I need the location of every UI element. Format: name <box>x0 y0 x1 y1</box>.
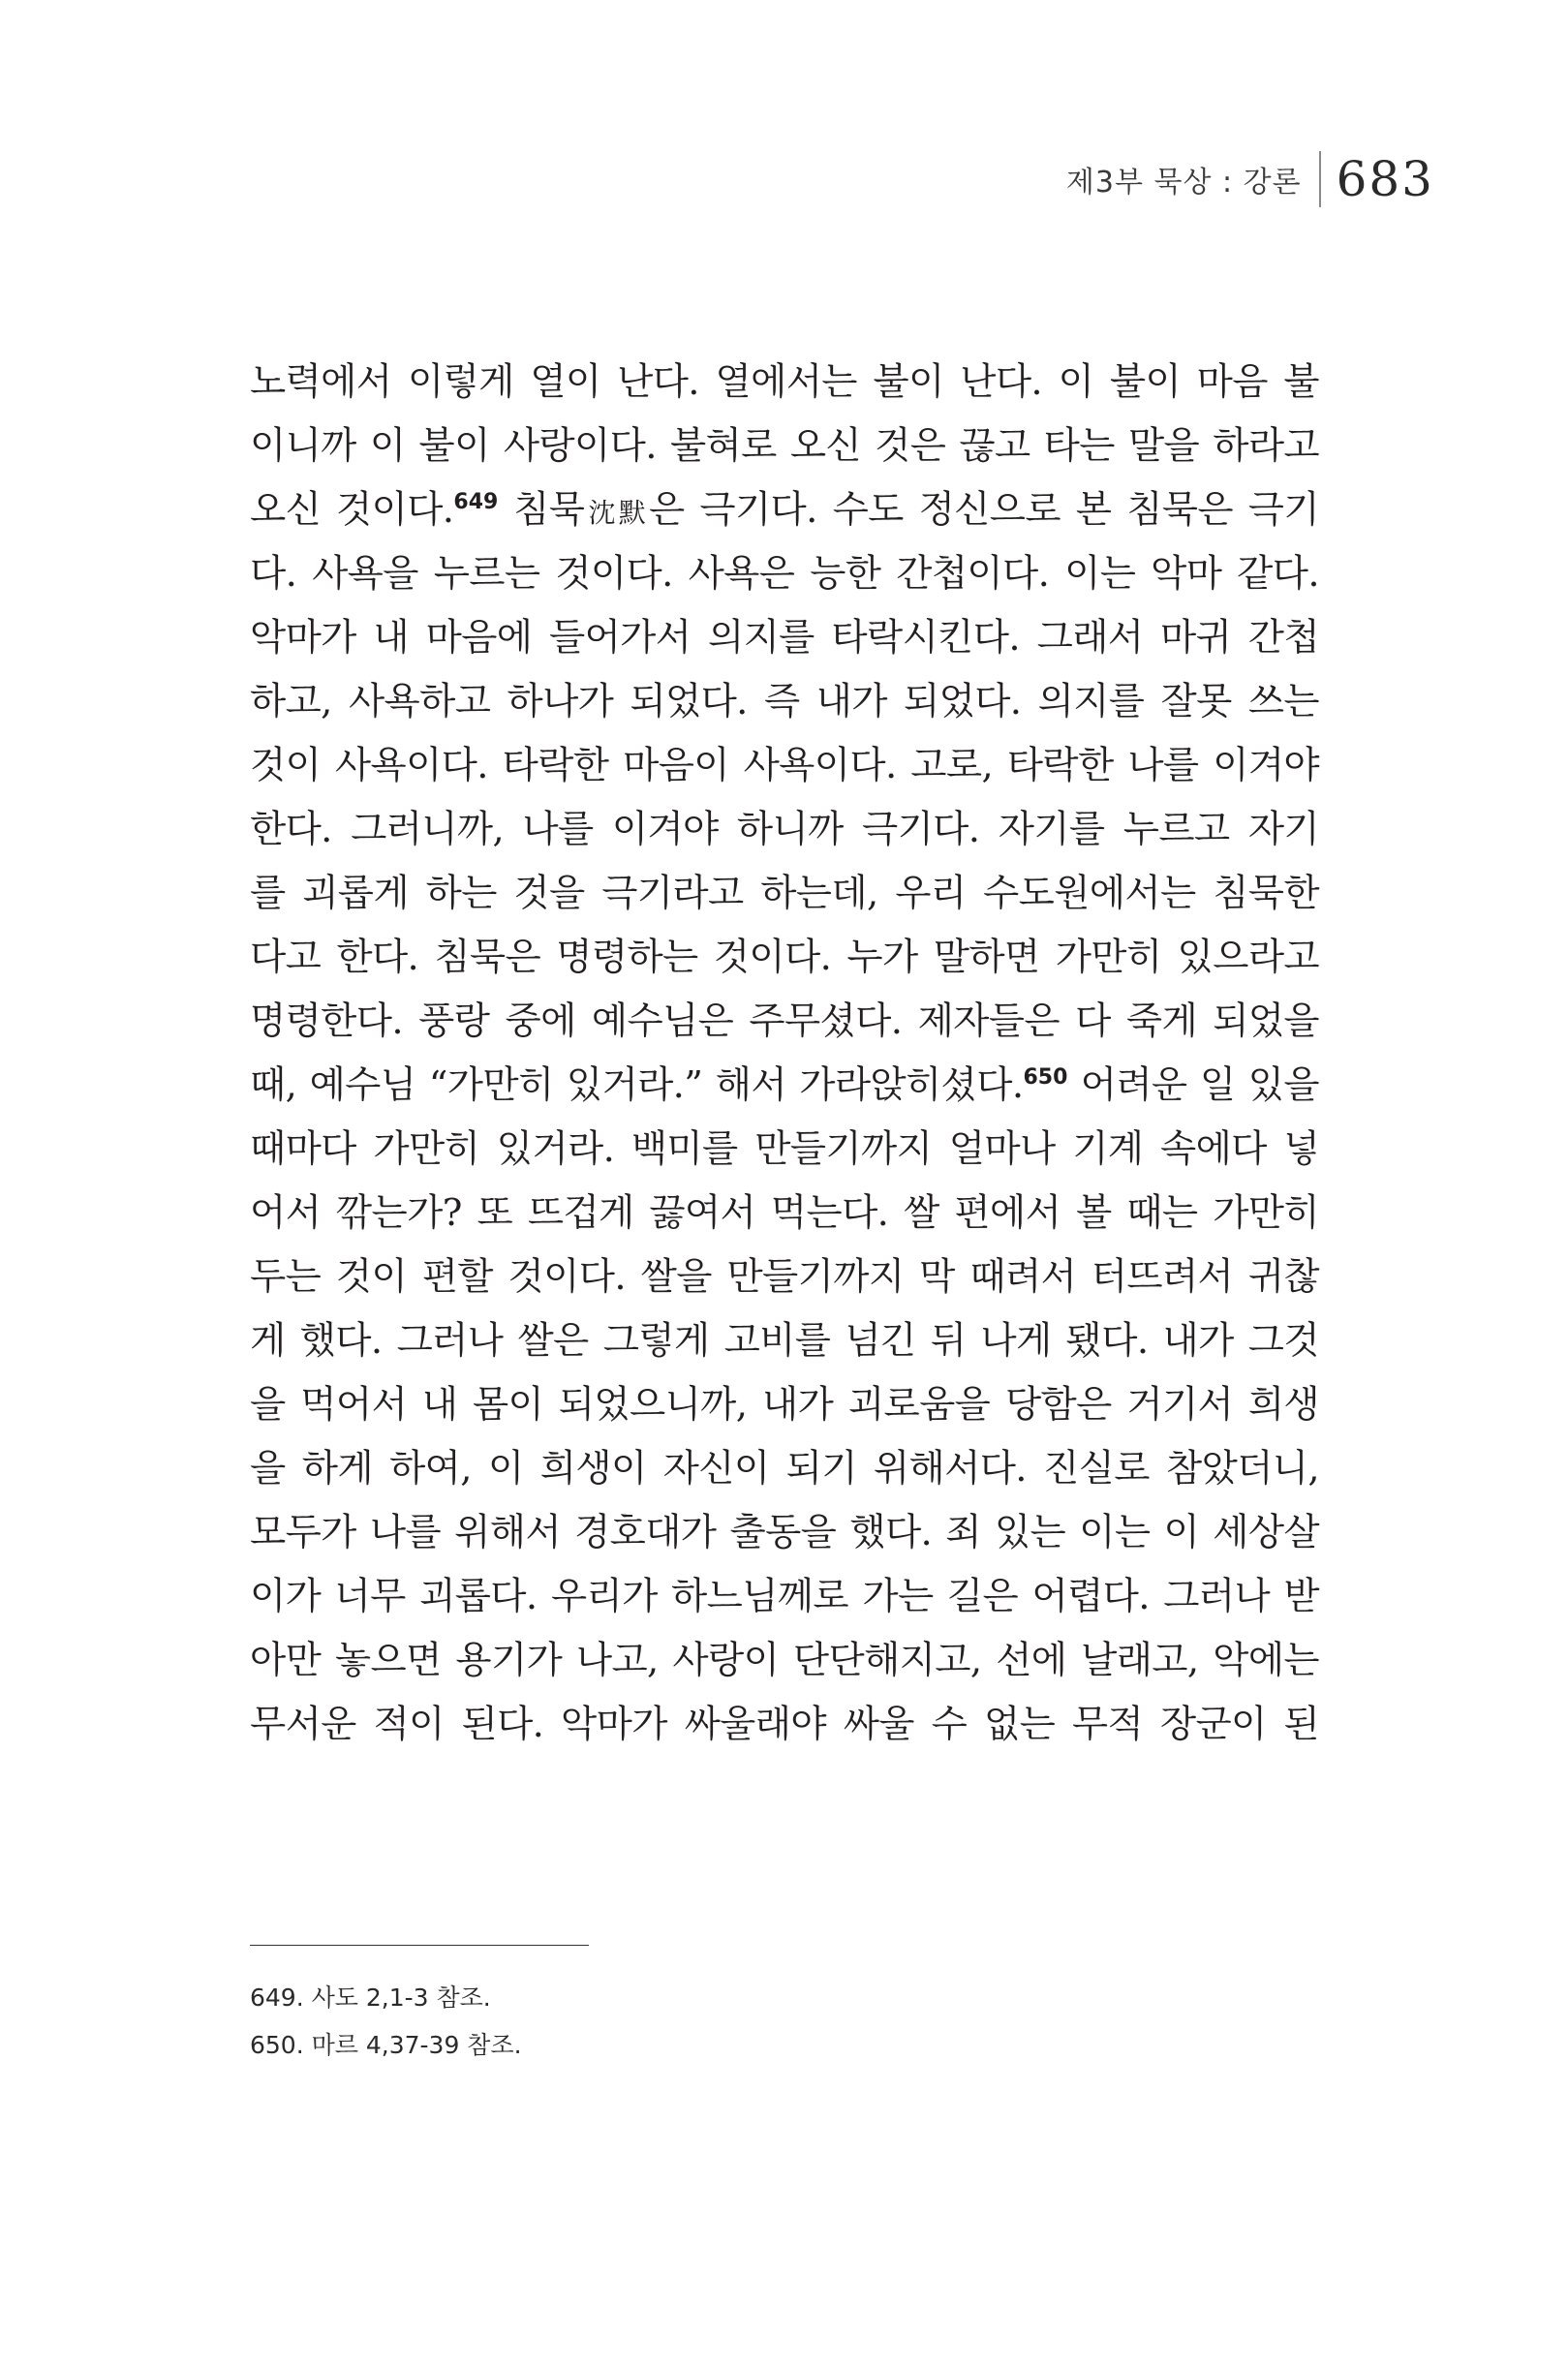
text-line: 것이 사욕이다. 타락한 마음이 사욕이다. 고로, 타락한 나를 이겨야 <box>250 744 1319 787</box>
text-line: 어서 깎는가? 또 뜨겁게 끓여서 먹는다. 쌀 편에서 볼 때는 가만히 <box>250 1191 1319 1235</box>
text-line: 모두가 나를 위해서 경호대가 출동을 했다. 죄 있는 이는 이 세상살 <box>250 1511 1319 1554</box>
running-head-label: 제3부 묵상 : 강론 <box>1065 166 1302 200</box>
text-line <box>250 1054 1319 1118</box>
footnote-650: 650. 마르 4,37-39 참조. <box>250 2031 522 2059</box>
footnote-649: 649. 사도 2,1-3 참조. <box>250 1984 491 2012</box>
text-segment: 오신 것이다. <box>250 488 454 532</box>
footnotes <box>250 1974 522 2069</box>
text-line: 한다. 그러니까, 나를 이겨야 하니까 극기다. 자기를 누르고 자기 <box>250 808 1319 851</box>
running-head-divider <box>1319 151 1321 207</box>
text-line: 다. 사욕을 누르는 것이다. 사욕은 능한 간첩이다. 이는 악마 같다. <box>250 552 1319 596</box>
text-segment: 때, 예수님 “가만히 있거라.” 해서 가라앉히셨다. <box>250 1063 1024 1107</box>
text-line: 게 했다. 그러나 쌀은 그렇게 고비를 넘긴 뒤 나게 됐다. 내가 그것 <box>250 1319 1319 1363</box>
running-head <box>1066 151 1434 207</box>
text-segment: 침묵 <box>498 488 585 532</box>
footnote-ref-649[interactable]: 649 <box>453 490 499 514</box>
text-line: 다고 한다. 침묵은 명령하는 것이다. 누가 말하면 가만히 있으라고 <box>250 936 1319 979</box>
text-line: 명령한다. 풍랑 중에 예수님은 주무셨다. 제자들은 다 죽게 되었을 <box>250 999 1319 1043</box>
text-line: 이니까 이 불이 사랑이다. 불혀로 오신 것은 끊고 타는 말을 하라고 <box>250 424 1319 468</box>
text-line: 아만 놓으면 용기가 나고, 사랑이 단단해지고, 선에 날래고, 악에는 <box>250 1639 1319 1682</box>
page-number: 683 <box>1336 151 1434 207</box>
text-line: 을 하게 하여, 이 희생이 자신이 되기 위해서다. 진실로 참았더니, <box>250 1447 1319 1491</box>
text-line: 두는 것이 편할 것이다. 쌀을 만들기까지 막 때려서 터뜨려서 귀찮 <box>250 1255 1319 1299</box>
text-segment: 은 극기다. 수도 정신으로 본 침묵은 극기 <box>648 488 1319 532</box>
text-line <box>250 478 1319 542</box>
text-line: 악마가 내 마음에 들어가서 의지를 타락시킨다. 그래서 마귀 간첩 <box>250 616 1319 660</box>
text-line: 을 먹어서 내 몸이 되었으니까, 내가 괴로움을 당함은 거기서 희생 <box>250 1383 1319 1427</box>
text-line: 무서운 적이 된다. 악마가 싸울래야 싸울 수 없는 무적 장군이 된 <box>250 1703 1319 1746</box>
text-line: 이가 너무 괴롭다. 우리가 하느님께로 가는 길은 어렵다. 그러나 받 <box>250 1575 1319 1618</box>
text-line: 하고, 사욕하고 하나가 되었다. 즉 내가 되었다. 의지를 잘못 쓰는 <box>250 680 1319 723</box>
text-line: 노력에서 이렇게 열이 난다. 열에서는 불이 난다. 이 불이 마음 불 <box>250 360 1319 404</box>
footnote-ref-650[interactable]: 650 <box>1023 1065 1068 1090</box>
body-text <box>250 351 1319 1757</box>
footnote-divider <box>250 1945 589 1946</box>
text-line: 를 괴롭게 하는 것을 극기라고 하는데, 우리 수도원에서는 침묵한 <box>250 872 1319 915</box>
hanja-term: 沈默 <box>584 497 649 529</box>
text-line: 때마다 가만히 있거라. 백미를 만들기까지 얼마나 기계 속에다 넣 <box>250 1127 1319 1171</box>
text-segment: 어려운 일 있을 <box>1067 1063 1319 1107</box>
